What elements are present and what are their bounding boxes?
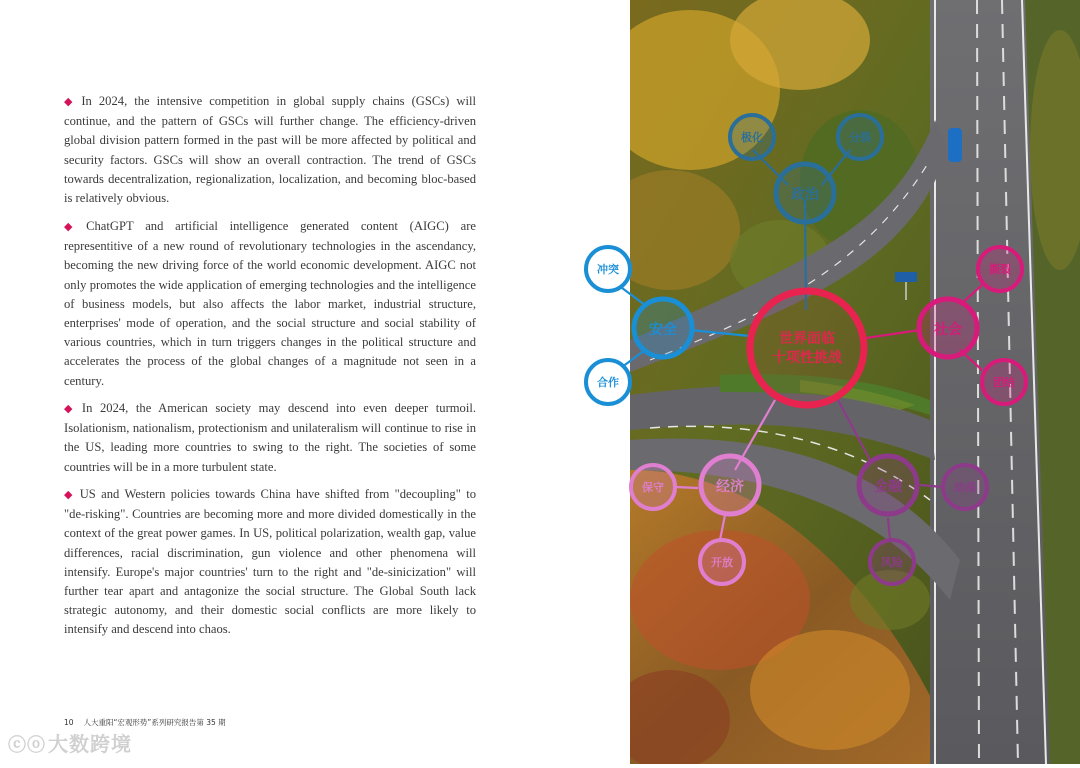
society-label: 社会 [934,322,962,338]
economy-label: 经济 [716,479,744,495]
link-center-security [690,330,750,336]
link-economy-sub1 [675,487,698,488]
society-sub1-label: 撕裂 [989,263,1011,276]
security-sub1-label: 冲突 [597,263,619,276]
paragraph-aigc [64,217,476,391]
finance-label: 金融 [874,479,902,495]
security-sub2-label: 合作 [597,376,619,389]
economy-sub2-label: 开放 [711,556,733,569]
paragraph-text: In 2024, the American society may descend into even deeper turmoil. Isolationism, nationalism, protectionism and unilateralism will continue to rise in the US, leading more countries to swing to the right. The societies of some countries will be in a more turbulent state. [64,401,476,474]
center-node [750,291,864,405]
paragraph-text: US and Western policies towards China have shifted from "decoupling" to "de-risking". Countries are becoming more and more divided domestically in the context of the great power games. In US, political polarization, wealth gap, value differences, racial discrimination, gun violence and other phenomena will intensify. Europe's major countries' turn to the right and "de-sinicization" will further tear apart and antagonize the social structure. The Global South lack strategic autonomy, and their domestic social conflicts are more likely to intensify and descend into chaos. [64,487,476,637]
finance-sub1-label: 动荡 [954,481,976,494]
link-center-finance [838,400,870,460]
bullet-icon: ◆ [64,221,82,233]
link-finance-sub1 [920,485,943,487]
watermark-logo-icon: ⓒⓞ [8,735,46,756]
paragraph-text: ChatGPT and artificial intelligence generated content (AIGC) are representitive of a new round of revolutionary technologies in the ascendancy, becoming the new driving force of the world economic development. AIGC not only promotes the wide application of emerging technologies and the intelligence of business models, but also affects the labor market, industrial structure, enterprises' mode of operation, and the social structure and social stability of various countries, which in turn triggers changes in the political structure and accelerates the process of the global changes of a magnitude not seen in a century. [64,219,476,388]
watermark-text: 大数跨境 [48,732,132,756]
watermark [8,728,132,757]
series-title: 人大重阳“宏观形势”系列研究报告第 35 期 [83,718,226,727]
security-label: 安全 [649,322,677,338]
paragraph-american-society [64,399,476,477]
link-economy-sub2 [720,515,725,540]
society-sub2-label: 团结 [993,376,1015,389]
paragraph-text: In 2024, the intensive competition in global supply chains (GSCs) will continue, and the pattern of GSCs will further change. The efficiency-driven global division pattern formed in the past will be more affected by political and security factors. GSCs will show an overall contraction. The trend of GSCs towards decentralization, regionalization, localization, and becoming bloc-based is relatively obvious. [64,94,476,206]
bullet-icon: ◆ [64,489,75,501]
politics-sub1-label: 极化 [741,131,763,144]
page-number: 10 [64,718,74,727]
bullet-icon: ◆ [64,403,77,415]
bullet-icon: ◆ [64,96,77,108]
center-label-line2: 十项性挑战 [772,350,842,366]
finance-sub2-label: 风险 [881,556,903,569]
center-label-line1: 世界面临 [779,331,835,347]
economy-sub1-label: 保守 [642,481,664,494]
politics-sub2-label: 分裂 [849,131,871,144]
link-finance-sub2 [888,518,890,540]
paragraph-policies-china [64,485,476,640]
paragraph-supply-chains [64,92,476,208]
link-center-society [866,330,920,338]
challenges-diagram [570,0,1080,764]
page-footer [64,717,226,728]
politics-label: 政治 [791,187,819,203]
